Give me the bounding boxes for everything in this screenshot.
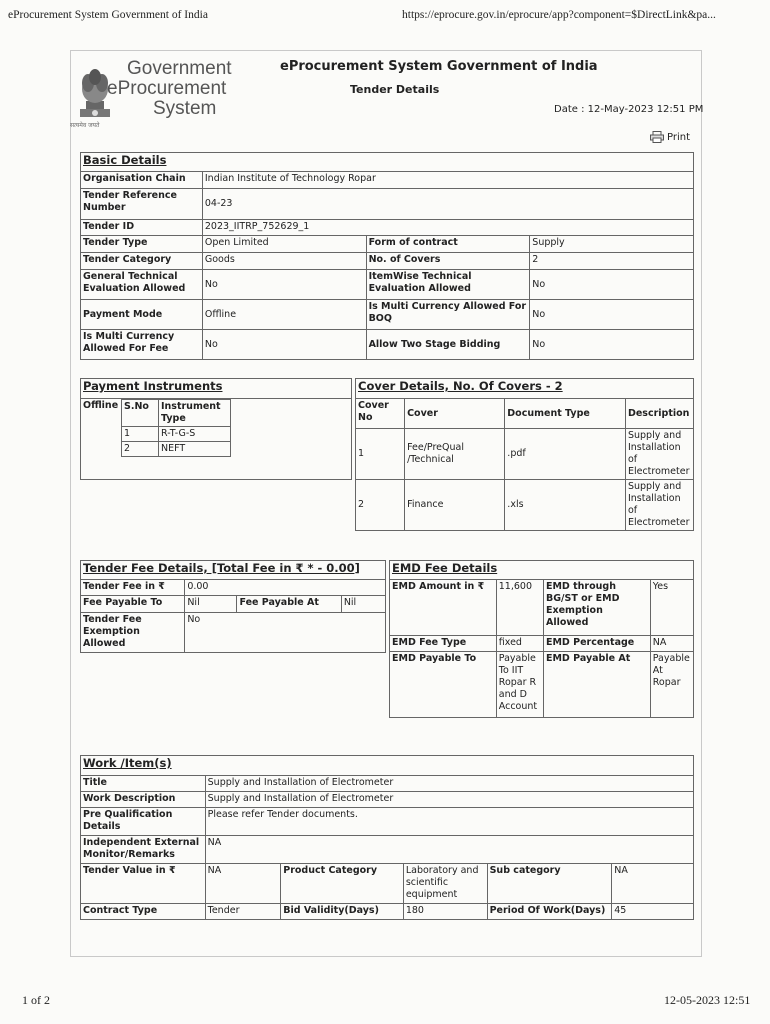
col-description: Description <box>625 399 693 429</box>
emd-payable-to-value: Payable To IIT Ropar R and D Account <box>496 652 543 718</box>
emd-payable-to-label: EMD Payable To <box>390 652 497 718</box>
logo-line-government: Government <box>127 58 232 79</box>
payment-instruments-table <box>80 378 352 480</box>
instrument-sno: 1 <box>122 427 159 442</box>
col-instrument-type: Instrument Type <box>159 400 231 427</box>
payment-mode-label: Payment Mode <box>81 300 203 330</box>
work-description-label: Work Description <box>81 792 206 808</box>
emd-bg-value: Yes <box>650 580 693 636</box>
fee-payable-to-value: Nil <box>185 596 237 613</box>
product-category-label: Product Category <box>281 864 404 904</box>
table-row <box>356 429 694 480</box>
work-description-value: Supply and Installation of Electrometer <box>205 792 693 808</box>
col-cover: Cover <box>405 399 505 429</box>
no-of-covers-value: 2 <box>530 253 694 270</box>
instrument-type: NEFT <box>159 442 231 457</box>
instrument-list <box>121 399 231 457</box>
basic-details-title: Basic Details <box>81 153 694 172</box>
cover-no: 1 <box>356 429 405 480</box>
page-title: eProcurement System Government of India <box>280 59 598 74</box>
sub-category-value: NA <box>612 864 694 904</box>
gte-allowed-label: General Technical Evaluation Allowed <box>81 270 203 300</box>
emblem-caption: सत्यमेव जयते <box>70 122 100 129</box>
tender-id-label: Tender ID <box>81 220 203 236</box>
cover-description: Supply and Installation of Electrometer <box>625 480 693 531</box>
cover-details-table <box>355 378 694 531</box>
print-timestamp: 12-05-2023 12:51 <box>664 993 751 1007</box>
tender-type-value: Open Limited <box>202 236 366 253</box>
tender-fee-value: 0.00 <box>185 580 386 596</box>
monitor-remarks-label: Independent External Monitor/Remarks <box>81 836 206 864</box>
tender-fee-title: Tender Fee Details, [Total Fee in ₹ * - 0.00] <box>81 561 386 580</box>
multi-currency-fee-label: Is Multi Currency Allowed For Fee <box>81 330 203 360</box>
tender-value-label: Tender Value in ₹ <box>81 864 206 904</box>
multi-currency-boq-label: Is Multi Currency Allowed For BOQ <box>366 300 530 330</box>
fee-payable-at-label: Fee Payable At <box>237 596 341 613</box>
payment-mode-value: Offline <box>202 300 366 330</box>
cover-name: Fee/PreQual /Technical <box>405 429 505 480</box>
tender-category-label: Tender Category <box>81 253 203 270</box>
emd-amount-value: 11,600 <box>496 580 543 636</box>
multi-currency-fee-value: No <box>202 330 366 360</box>
itemwise-label: ItemWise Technical Evaluation Allowed <box>366 270 530 300</box>
emd-fee-type-label: EMD Fee Type <box>390 636 497 652</box>
period-of-work-label: Period Of Work(Days) <box>487 904 612 920</box>
payment-offline-label: Offline <box>81 399 122 480</box>
bid-validity-label: Bid Validity(Days) <box>281 904 404 920</box>
emd-bg-label: EMD through BG/ST or EMD Exemption Allowed <box>543 580 650 636</box>
product-category-value: Laboratory and scientific equipment <box>403 864 487 904</box>
tender-ref-value: 04-23 <box>202 189 693 220</box>
tender-id-value: 2023_IITRP_752629_1 <box>202 220 693 236</box>
multi-currency-boq-value: No <box>530 300 694 330</box>
bid-validity-value: 180 <box>403 904 487 920</box>
logo-line-system: System <box>153 98 217 119</box>
printer-icon <box>650 131 664 143</box>
cover-doc-type: .xls <box>505 480 626 531</box>
col-document-type: Document Type <box>505 399 626 429</box>
emd-percentage-value: NA <box>650 636 693 652</box>
work-items-table <box>80 755 694 920</box>
tender-value-value: NA <box>205 864 281 904</box>
tender-ref-label: Tender Reference Number <box>81 189 203 220</box>
instrument-type: R-T-G-S <box>159 427 231 442</box>
two-stage-label: Allow Two Stage Bidding <box>366 330 530 360</box>
fee-payable-at-value: Nil <box>341 596 385 613</box>
instrument-sno: 2 <box>122 442 159 457</box>
emd-payable-at-value: Payable At Ropar <box>650 652 693 718</box>
table-row <box>122 442 231 457</box>
cover-details-title: Cover Details, No. Of Covers - 2 <box>356 379 694 399</box>
form-of-contract-value: Supply <box>530 236 694 253</box>
emd-fee-title: EMD Fee Details <box>390 561 694 580</box>
fee-payable-to-label: Fee Payable To <box>81 596 185 613</box>
payment-instruments-title: Payment Instruments <box>81 379 352 399</box>
tender-fee-label: Tender Fee in ₹ <box>81 580 185 596</box>
col-sno: S.No <box>122 400 159 427</box>
prequal-label: Pre Qualification Details <box>81 808 206 836</box>
work-items-title: Work /Item(s) <box>81 756 694 776</box>
emd-payable-at-label: EMD Payable At <box>543 652 650 718</box>
logo-line-eprocurement: eProcurement <box>107 78 227 99</box>
cover-doc-type: .pdf <box>505 429 626 480</box>
org-chain-value: Indian Institute of Technology Ropar <box>202 172 693 189</box>
prequal-value: Please refer Tender documents. <box>205 808 693 836</box>
basic-details-table <box>80 152 694 360</box>
gte-allowed-value: No <box>202 270 366 300</box>
cover-description: Supply and Installation of Electrometer <box>625 429 693 480</box>
org-chain-label: Organisation Chain <box>81 172 203 189</box>
tender-category-value: Goods <box>202 253 366 270</box>
contract-type-label: Contract Type <box>81 904 206 920</box>
work-title-value: Supply and Installation of Electrometer <box>205 776 693 792</box>
form-of-contract-label: Form of contract <box>366 236 530 253</box>
emd-percentage-label: EMD Percentage <box>543 636 650 652</box>
eprocurement-logo <box>70 55 260 133</box>
emd-fee-type-value: fixed <box>496 636 543 652</box>
sub-category-label: Sub category <box>487 864 612 904</box>
browser-page-title: eProcurement System Government of India <box>8 9 208 21</box>
col-cover-no: Cover No <box>356 399 405 429</box>
page-subtitle: Tender Details <box>350 83 440 96</box>
emd-fee-table <box>389 560 694 718</box>
fee-exemption-label: Tender Fee Exemption Allowed <box>81 613 185 653</box>
table-row <box>122 427 231 442</box>
contract-type-value: Tender <box>205 904 281 920</box>
period-of-work-value: 45 <box>612 904 694 920</box>
browser-url: https://eprocure.gov.in/eprocure/app?component=$DirectLink&pa... <box>402 9 716 21</box>
cover-name: Finance <box>405 480 505 531</box>
two-stage-value: No <box>530 330 694 360</box>
fee-exemption-value: No <box>185 613 386 653</box>
print-button[interactable] <box>650 131 690 143</box>
emd-amount-label: EMD Amount in ₹ <box>390 580 497 636</box>
tender-type-label: Tender Type <box>81 236 203 253</box>
itemwise-value: No <box>530 270 694 300</box>
monitor-remarks-value: NA <box>205 836 693 864</box>
work-title-label: Title <box>81 776 206 792</box>
page-count: 1 of 2 <box>22 993 50 1007</box>
no-of-covers-label: No. of Covers <box>366 253 530 270</box>
cover-no: 2 <box>356 480 405 531</box>
print-label: Print <box>667 131 691 143</box>
report-date: Date : 12-May-2023 12:51 PM <box>554 104 704 115</box>
table-row <box>356 480 694 531</box>
tender-fee-table <box>80 560 386 653</box>
